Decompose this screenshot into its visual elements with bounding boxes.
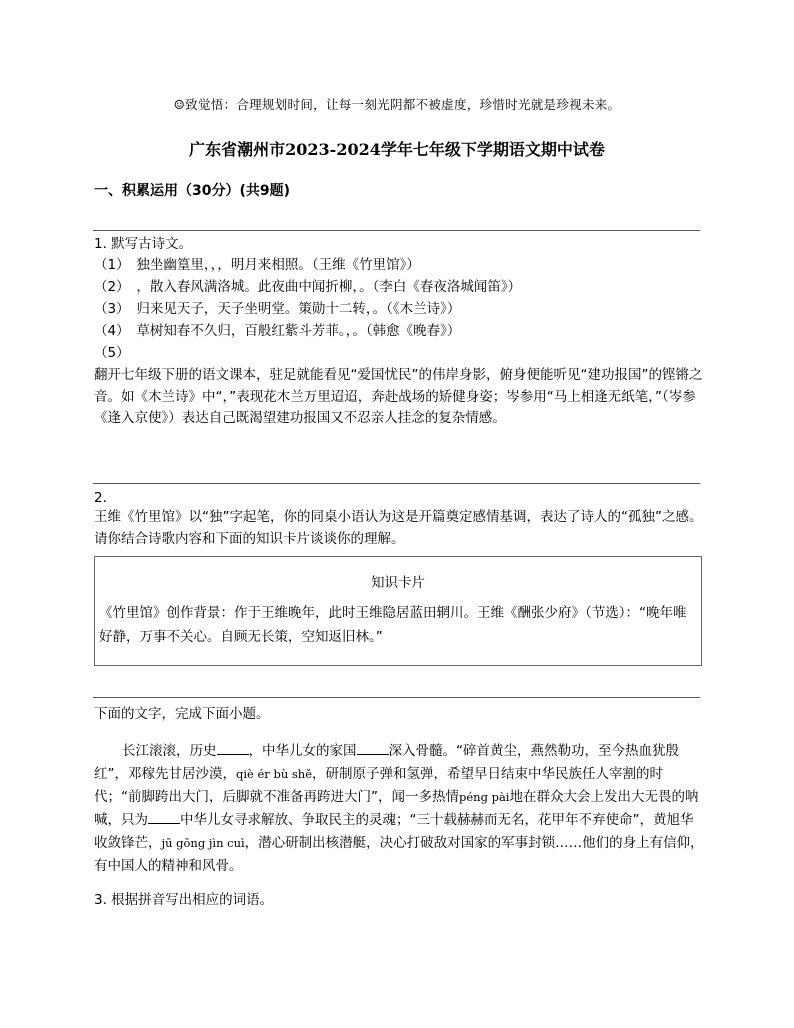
passage-text: 长江滚滚，历史 [122, 743, 217, 759]
motto-banner: ☺致觉悟：合理规划时间，让每一刻光阴都不被虚度，珍惜时光就是珍视未来。 [173, 97, 621, 112]
question-2-head: 2. [94, 490, 107, 506]
question-1-head: 1. 默写古诗文。 [94, 236, 193, 252]
pinyin-1: qiè ér bù shě [236, 767, 312, 781]
knowledge-card [94, 556, 702, 666]
q1-item-5: （5） [94, 345, 130, 361]
divider [93, 230, 700, 231]
blank-2 [357, 740, 389, 755]
blank-3 [148, 809, 180, 824]
pinyin-2: péng pài [459, 790, 510, 804]
passage-text: 深入骨髓。“碎首黄尘，燕然勒功，至今热血犹殷红”，邓稼先甘居沙漠， [94, 743, 679, 782]
reading-passage [94, 740, 704, 878]
question-3-head: 3. 根据拼音写出相应的词语。 [94, 892, 274, 908]
divider [93, 697, 700, 698]
knowledge-card-title: 知识卡片 [371, 575, 425, 591]
passage-text: ，潜心研制出核潜艇，决心打破敌对国家的军事封锁……他们的身上有信仰，有中国人的精神和风骨。 [94, 835, 704, 874]
knowledge-card-body: 《竹里馆》创作背景：作于王维晚年，此时王维隐居蓝田辋川。王维《酬张少府》（节选）：“晚年唯好静，万事不关心。自顾无长策，空知返旧林。” [99, 605, 687, 645]
q1-item-3: （3） 归来见天子，天子坐明堂。策勋十二转，。（《木兰诗》） [94, 301, 461, 317]
section-heading: 一、积累运用（30分）(共9题) [94, 183, 291, 199]
passage-intro: 下面的文字，完成下面小题。 [94, 706, 270, 722]
q1-item-2: （2） ，散入春风满洛城。此夜曲中闻折柳，。（李白《春夜洛城闻笛》） [94, 279, 522, 295]
passage-text: ，中华儿女的家国 [248, 743, 357, 759]
divider [93, 483, 700, 484]
passage-text: ，研制原子弹和氢弹，希望早日结束中华民族任人宰割的时代；“前脚跨出大门，后脚就不准备再跨进大门”，闻一多热情 [94, 766, 663, 805]
passage-text: 中华儿女寻求解放、争取民主的灵魂；“三十载赫赫而无名，花甲年不弃使命”，黄旭华收敛锋芒， [94, 812, 694, 851]
blank-1 [217, 740, 249, 755]
q2-paragraph: 王维《竹里馆》以“独”字起笔，你的同桌小语认为这是开篇奠定感情基调，表达了诗人的“孤独”之感。请你结合诗歌内容和下面的知识卡片谈谈你的理解。 [94, 509, 703, 547]
pinyin-3: jū gōng jìn cuì [161, 836, 245, 850]
q1-item-1: （1） 独坐幽篁里，，，明月来相照。（王维《竹里馆》） [94, 257, 420, 273]
exam-title: 广东省潮州市2023-2024学年七年级下学期语文期中试卷 [189, 140, 605, 159]
q1-item-4: （4） 草树知春不久归，百般红紫斗芳菲。，。（韩愈《晚春》） [94, 323, 461, 339]
passage-text: 地在群众大会上发出大无畏的呐喊，只为 [94, 789, 699, 828]
q1-paragraph: 翻开七年级下册的语文课本，驻足就能看见“爱国忧民”的伟岸身影，俯身便能听见“建功报国”的铿锵之音。如《木兰诗》中“，”表现花木兰万里迢迢，奔赴战场的矫健身姿；岑参用“马上相逢无纸笔，”（岑参《逢入京使》）表达自己既渴望建功报国又不忍亲人挂念的复杂情感。 [94, 367, 703, 426]
